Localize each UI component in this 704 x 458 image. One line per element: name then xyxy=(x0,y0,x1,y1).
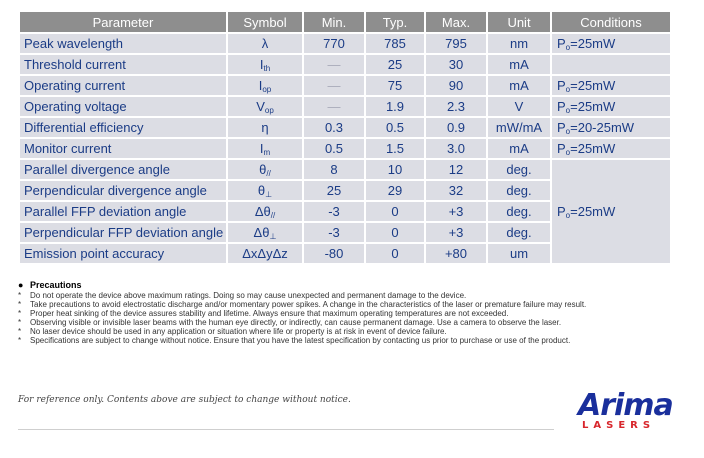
conditions-cell-empty xyxy=(551,54,671,75)
header-parameter: Parameter xyxy=(19,11,227,33)
typ-cell: 10 xyxy=(365,159,425,180)
header-symbol: Symbol xyxy=(227,11,303,33)
min-cell: 0.5 xyxy=(303,138,365,159)
precautions-list xyxy=(18,291,678,345)
conditions-cell: $P_o=25mW$ xyxy=(551,138,671,159)
unit-cell: nm xyxy=(487,33,551,54)
bullet-icon: ● xyxy=(18,280,24,290)
typ-cell: 0.5 xyxy=(365,117,425,138)
list-item xyxy=(18,291,678,300)
table-row xyxy=(19,54,671,75)
min-cell: 0.3 xyxy=(303,117,365,138)
parameter-cell: Monitor current xyxy=(19,138,227,159)
list-item xyxy=(18,327,678,336)
asterisk-icon: * xyxy=(18,291,22,300)
table-row xyxy=(19,159,671,180)
typ-cell: 25 xyxy=(365,54,425,75)
parameter-cell: Threshold current xyxy=(19,54,227,75)
precaution-text: Observing visible or invisible laser beams with the human eye directly, or indirectly, can cause permanent damage. Use a camera to observe the laser. xyxy=(30,318,562,327)
reference-footnote: For reference only. Contents above are subject to change without notice. xyxy=(18,395,351,405)
symbol-cell: $I_{op}$ xyxy=(227,75,303,96)
typ-cell: 0 xyxy=(365,201,425,222)
conditions-cell-merged: $P_o=25mW$ xyxy=(551,159,671,264)
min-cell: — xyxy=(303,75,365,96)
max-cell: 12 xyxy=(425,159,487,180)
typ-cell: 1.5 xyxy=(365,138,425,159)
parameter-cell: Operating voltage xyxy=(19,96,227,117)
precaution-text: Take precautions to avoid electrostatic discharge and/or momentary power spikes. A change in the characteristics of the laser or premature failure may result. xyxy=(30,300,587,309)
parameter-cell: Parallel divergence angle xyxy=(19,159,227,180)
unit-cell: deg. xyxy=(487,222,551,243)
max-cell: +3 xyxy=(425,222,487,243)
min-cell: 8 xyxy=(303,159,365,180)
symbol-cell: $\Delta\theta_\perp$ xyxy=(227,222,303,243)
min-cell: -3 xyxy=(303,222,365,243)
table-header-row xyxy=(19,11,671,33)
max-cell: 3.0 xyxy=(425,138,487,159)
list-item xyxy=(18,309,678,318)
specification-table xyxy=(18,10,672,265)
precaution-text: Proper heat sinking of the device assures stability and lifetime. Always ensure that maximum operating temperatures are not exceeded. xyxy=(30,309,509,318)
header-conditions: Conditions xyxy=(551,11,671,33)
symbol-cell: $\Delta\theta_{//}$ xyxy=(227,201,303,222)
precaution-text: No laser device should be used in any application or situation where life or property is at risk in event of device failure. xyxy=(30,327,447,336)
typ-cell: 785 xyxy=(365,33,425,54)
unit-cell: um xyxy=(487,243,551,264)
parameter-cell: Perpendicular divergence angle xyxy=(19,180,227,201)
logo-wordmark: Arima xyxy=(578,388,673,423)
unit-cell: V xyxy=(487,96,551,117)
symbol-cell: $I_{th}$ xyxy=(227,54,303,75)
symbol-cell: $V_{op}$ xyxy=(227,96,303,117)
list-item xyxy=(18,318,678,327)
arima-lasers-logo xyxy=(576,390,686,436)
footer-divider xyxy=(18,429,554,430)
typ-cell: 1.9 xyxy=(365,96,425,117)
parameter-cell: Operating current xyxy=(19,75,227,96)
unit-cell: mA xyxy=(487,75,551,96)
asterisk-icon: * xyxy=(18,309,22,318)
header-typ: Typ. xyxy=(365,11,425,33)
min-cell: 25 xyxy=(303,180,365,201)
table-row xyxy=(19,138,671,159)
precaution-text: Specifications are subject to change without notice. Ensure that you have the latest specification by contacting us prior to purchase or use of the product. xyxy=(30,336,571,345)
header-unit: Unit xyxy=(487,11,551,33)
precautions-section xyxy=(18,280,678,345)
list-item xyxy=(18,336,678,345)
min-cell: — xyxy=(303,54,365,75)
min-cell: — xyxy=(303,96,365,117)
unit-cell: mW/mA xyxy=(487,117,551,138)
logo-subtitle: LASERS xyxy=(582,420,656,431)
top-divider xyxy=(0,0,704,4)
asterisk-icon: * xyxy=(18,318,22,327)
symbol-cell: $\theta_\perp$ xyxy=(227,180,303,201)
list-item xyxy=(18,300,678,309)
asterisk-icon: * xyxy=(18,336,22,345)
table-row xyxy=(19,75,671,96)
table-row xyxy=(19,96,671,117)
typ-cell: 29 xyxy=(365,180,425,201)
symbol-cell: $I_m$ xyxy=(227,138,303,159)
header-min: Min. xyxy=(303,11,365,33)
unit-cell: deg. xyxy=(487,159,551,180)
precautions-heading: ● Precautions xyxy=(18,280,82,290)
parameter-cell: Differential efficiency xyxy=(19,117,227,138)
unit-cell: deg. xyxy=(487,201,551,222)
parameter-cell: Parallel FFP deviation angle xyxy=(19,201,227,222)
max-cell: 2.3 xyxy=(425,96,487,117)
symbol-cell: λ xyxy=(227,33,303,54)
table-row xyxy=(19,33,671,54)
parameter-cell: Perpendicular FFP deviation angle xyxy=(19,222,227,243)
min-cell: -80 xyxy=(303,243,365,264)
header-max: Max. xyxy=(425,11,487,33)
max-cell: +3 xyxy=(425,201,487,222)
parameter-cell: Peak wavelength xyxy=(19,33,227,54)
min-cell: -3 xyxy=(303,201,365,222)
conditions-cell: $P_o=25mW$ xyxy=(551,33,671,54)
max-cell: 30 xyxy=(425,54,487,75)
typ-cell: 75 xyxy=(365,75,425,96)
typ-cell: 0 xyxy=(365,243,425,264)
unit-cell: mA xyxy=(487,54,551,75)
asterisk-icon: * xyxy=(18,300,22,309)
max-cell: 795 xyxy=(425,33,487,54)
min-cell: 770 xyxy=(303,33,365,54)
typ-cell: 0 xyxy=(365,222,425,243)
max-cell: +80 xyxy=(425,243,487,264)
unit-cell: mA xyxy=(487,138,551,159)
precaution-text: Do not operate the device above maximum ratings. Doing so may cause unexpected and permanent damage to the device. xyxy=(30,291,467,300)
symbol-cell: ΔxΔyΔz xyxy=(227,243,303,264)
conditions-cell: $P_o=25mW$ xyxy=(551,96,671,117)
unit-cell: deg. xyxy=(487,180,551,201)
conditions-cell: $P_o=20-25mW$ xyxy=(551,117,671,138)
max-cell: 32 xyxy=(425,180,487,201)
max-cell: 0.9 xyxy=(425,117,487,138)
asterisk-icon: * xyxy=(18,327,22,336)
table-row xyxy=(19,117,671,138)
conditions-cell: $P_o=25mW$ xyxy=(551,75,671,96)
max-cell: 90 xyxy=(425,75,487,96)
symbol-cell: η xyxy=(227,117,303,138)
parameter-cell: Emission point accuracy xyxy=(19,243,227,264)
symbol-cell: $\theta_{//}$ xyxy=(227,159,303,180)
